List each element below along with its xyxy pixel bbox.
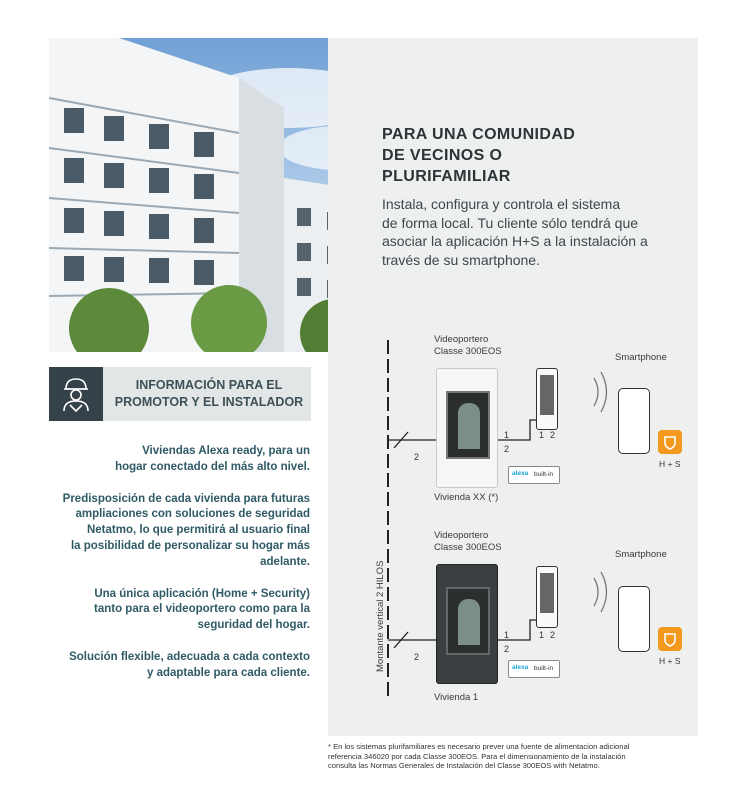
- feature-item: Viviendas Alexa ready, para un hogar conectado del más alto nivel.: [115, 445, 310, 473]
- smartphone-label: Smartphone: [615, 352, 667, 363]
- feature-item: Predisposición de cada vivienda para futuras ampliaciones con soluciones de seguridad Netatmo, lo que permitirá al usuario final la posibilidad de personalizar su hogar más adelante.: [62, 492, 310, 568]
- feature-item: Una única aplicación (Home + Security) tanto para el videoportero como para la seguridad del hogar.: [94, 587, 310, 632]
- app-label: H + S: [659, 656, 681, 666]
- alexa-badge: [508, 466, 560, 484]
- hs-app-icon: [658, 627, 682, 651]
- intro-line: de forma local. Tu cliente sólo tendrá que: [382, 214, 639, 231]
- app-label: H + S: [659, 459, 681, 469]
- dwelling-label: Vivienda XX (*): [434, 492, 499, 503]
- hs-app-icon: [658, 430, 682, 454]
- wire-terminal: 2: [550, 430, 556, 440]
- wire-count: 2: [414, 452, 420, 462]
- builtin-label: built-in: [534, 665, 554, 672]
- feature-list: [52, 444, 310, 698]
- intro-line: través de su smartphone.: [382, 251, 540, 268]
- wire-terminal: 1: [539, 430, 545, 440]
- alexa-logo: alexa: [512, 664, 529, 671]
- intercom-handset-unit: [536, 566, 558, 628]
- title-line: PLURIFAMILIAR: [382, 168, 511, 185]
- footnote-line: * En los sistemas plurifamiliares es necesario prever una fuente de alimentacion adicional: [328, 742, 630, 751]
- info-title-line: INFORMACIÓN PARA EL: [135, 378, 283, 392]
- footnote-line: referencia 346020 por cada Classe 300EOS. Para el dimensionamiento de la instalación: [328, 751, 626, 761]
- building-photo: [49, 38, 366, 352]
- wiring-diagram: [328, 320, 698, 730]
- intercom-monitor-dark: [436, 564, 498, 684]
- intercom-handset-unit: [536, 368, 558, 430]
- wire-terminal: 2: [504, 644, 510, 654]
- riser-label: Montante vertical 2 HILOS: [375, 560, 386, 672]
- installer-worker-icon: [49, 367, 103, 421]
- alexa-badge: [508, 660, 560, 678]
- alexa-logo: alexa: [512, 470, 529, 477]
- intro-line: asociar la aplicación H+S a la instalación a: [382, 233, 648, 250]
- info-title-line: PROMOTOR Y EL INSTALADOR: [114, 395, 304, 409]
- smartphone: [618, 586, 650, 652]
- info-box: [49, 367, 311, 421]
- device-label: Videoportero: [434, 530, 489, 541]
- builtin-label: built-in: [534, 471, 554, 478]
- page-title: [382, 124, 662, 187]
- device-label: Videoportero: [434, 334, 489, 345]
- title-line: DE VECINOS O: [382, 147, 503, 164]
- wire-terminal: 1: [504, 630, 510, 640]
- intro-line: Instala, configura y controla el sistema: [382, 196, 621, 212]
- device-model-label: Classe 300EOS: [434, 542, 502, 553]
- footnote-line: consulta las Normas Generales de Instalación del Classe 300EOS with Netatmo.: [328, 761, 600, 771]
- wire-terminal: 1: [539, 630, 545, 640]
- wire-terminal: 2: [550, 630, 556, 640]
- intro-text: [382, 195, 682, 269]
- footnote: [328, 742, 700, 771]
- wire-count: 2: [414, 652, 420, 662]
- smartphone-label: Smartphone: [615, 549, 667, 560]
- title-line: PARA UNA COMUNIDAD: [382, 126, 576, 143]
- intercom-monitor-white: [436, 368, 498, 488]
- dwelling-label: Vivienda 1: [434, 692, 479, 703]
- wire-terminal: 2: [504, 444, 510, 454]
- info-box-title: [111, 377, 307, 411]
- wire-terminal: 1: [504, 430, 510, 440]
- feature-item: Solución flexible, adecuada a cada contexto y adaptable para cada cliente.: [69, 650, 310, 679]
- smartphone: [618, 388, 650, 454]
- device-model-label: Classe 300EOS: [434, 346, 502, 357]
